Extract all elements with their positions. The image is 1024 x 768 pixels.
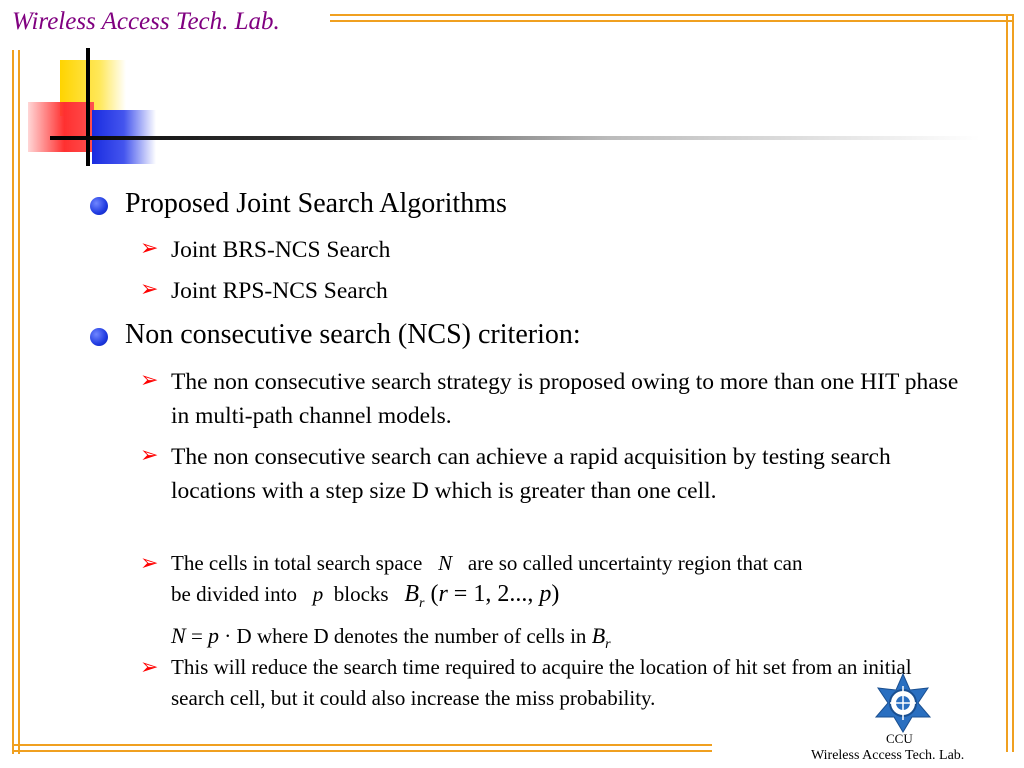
var-n: N: [438, 551, 453, 575]
formula-b-sub: r: [605, 637, 611, 653]
arrow-bullet-icon: ➢: [140, 443, 159, 468]
formula-text: where D denotes the number of cells in: [251, 624, 592, 648]
bullet-heading: Proposed Joint Search Algorithms: [125, 188, 507, 219]
arrow-bullet-icon: ➢: [140, 277, 159, 302]
formula-eq: =: [185, 624, 209, 648]
formula-d: D: [236, 624, 252, 648]
block-subscript: r: [418, 595, 425, 611]
sub-bullet-text: Joint BRS-NCS Search: [171, 237, 391, 263]
sub-bullet-text: The non consecutive search can achieve a rapid acquisition by testing search locations with a step size D which is greater than one cell.: [171, 444, 891, 504]
arrow-bullet-icon: ➢: [140, 368, 159, 393]
block-expression: [404, 581, 560, 611]
cells-text-part1: The cells in total search space: [171, 551, 423, 575]
sub-bullet-text: The non consecutive search strategy is proposed owing to more than one HIT phase in multi-path channel models.: [171, 369, 959, 429]
bullet-heading: Non consecutive search (NCS) criterion:: [125, 319, 581, 350]
bullet-dot-icon: [90, 328, 108, 346]
footer-lab-name: Wireless Access Tech. Lab.: [811, 748, 965, 763]
paren-open: (: [430, 581, 439, 607]
block-symbol: B: [404, 581, 419, 607]
footer-org: CCU: [886, 731, 913, 746]
sub-bullet-text: Joint RPS-NCS Search: [171, 278, 388, 304]
arrow-bullet-icon: ➢: [140, 236, 159, 261]
range-var: r: [438, 581, 448, 607]
cells-text-part4: blocks: [333, 582, 389, 606]
sub-bullet-text: This will reduce the search time required to acquire the location of hit set from an initial search cell, but it could also increase the miss probability.: [171, 655, 912, 710]
formula-b: B: [591, 623, 606, 648]
cells-bullet-text: [171, 548, 961, 619]
formula-n: N: [171, 623, 186, 648]
formula-dot: ·: [219, 624, 237, 648]
cells-text-part2: are so called uncertainty region that can: [467, 551, 803, 575]
ccu-emblem-icon: [872, 672, 934, 734]
arrow-bullet-icon: ➢: [140, 655, 159, 680]
header-lab-title: Wireless Access Tech. Lab.: [10, 8, 284, 36]
paren-close: ): [551, 581, 560, 607]
var-p: p: [312, 582, 324, 606]
range-values: = 1, 2...,: [447, 581, 540, 607]
formula-p: p: [208, 623, 220, 648]
cells-text-part3: be divided into: [171, 582, 297, 606]
bullet-dot-icon: [90, 197, 108, 215]
range-p: p: [539, 581, 552, 607]
arrow-bullet-icon: ➢: [140, 551, 159, 576]
